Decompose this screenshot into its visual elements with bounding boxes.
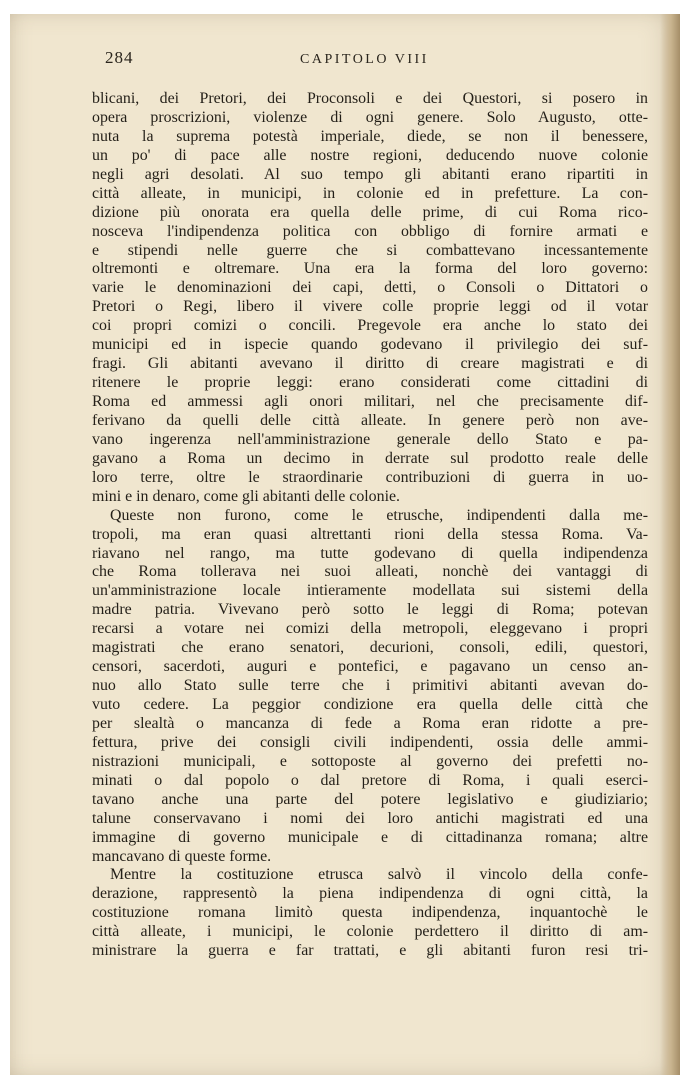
text-line: un'amministrazione locale intieramente modellata sui sistemi della <box>92 582 648 600</box>
text-line: Roma ed ammessi agli onori militari, nel che precisamente dif- <box>92 393 648 410</box>
text-line: varie le denominazioni dei capi, detti, o Consoli o Dittatori o <box>92 279 648 297</box>
text-line: che Roma tollerava nei suoi alleati, nonchè dei vantaggi di <box>92 563 648 581</box>
text-line: e stipendi nelle guerre che si combattevano incessantemente <box>92 241 648 259</box>
book-page <box>10 14 680 1075</box>
text-line: talune conservavano i nomi dei loro antichi magistrati ed una <box>92 809 648 827</box>
text-line: ministrare la guerra e far trattati, e gli abitanti furon resi tri- <box>92 942 648 960</box>
text-line: ferivano da quelli delle città alleate. In genere però non ave- <box>92 411 648 429</box>
text-line: derazione, rappresentò la piena indipendenza di ogni città, la <box>92 885 648 903</box>
text-line: nuo allo Stato sulle terre che i primitivi abitanti avevan do- <box>92 677 648 695</box>
text-line: municipi ed in ispecie quando godevano il privilegio dei suf- <box>92 336 648 354</box>
text-line: immagine di governo municipale e di cittadinanza romana; altre <box>92 828 648 846</box>
text-line: gavano a Roma un decimo in derrate sul prodotto reale delle <box>92 449 648 467</box>
text-line: tavano anche una parte del potere legislativo e giudiziario; <box>92 790 648 808</box>
text-line: blicani, dei Pretori, dei Proconsoli e dei Questori, si posero in <box>92 90 648 107</box>
text-line: tropoli, ma eran quasi altrettanti rioni della stessa Roma. Va- <box>92 525 648 543</box>
text-line: oltremonti e oltremare. Una era la forma del loro governo: <box>92 260 648 278</box>
running-head: CAPITOLO VIII <box>300 52 429 67</box>
text-line: per slealtà o mancanza di fede a Roma eran ridotte a pre- <box>92 714 648 732</box>
text-line: Mentre la costituzione etrusca salvò il vincolo della confe- <box>110 866 648 884</box>
text-line: minati o dal popolo o dal pretore di Roma, i quali eserci- <box>92 771 648 789</box>
text-line: città alleate, i municipi, le colonie perdettero il diritto di am- <box>92 923 648 941</box>
body-text <box>92 90 648 961</box>
page-spine-shadow <box>660 14 680 1075</box>
text-line: nistrazioni municipali, e sottoposte al governo dei prefetti no- <box>92 752 648 770</box>
text-line: vano ingerenza nell'amministrazione generale dello Stato e pa- <box>92 430 648 448</box>
text-line: ritenere le proprie leggi: erano considerati come cittadini di <box>92 374 648 392</box>
page-header <box>105 46 645 76</box>
text-line: coi propri comizi o concili. Pregevole era anche lo stato dei <box>92 317 648 335</box>
text-line: fragi. Gli abitanti avevano il diritto di creare magistrati e di <box>92 355 648 373</box>
text-line: riavano nel rango, ma tutte godevano di quella indipendenza <box>92 544 648 562</box>
text-line: città alleate, in municipi, in colonie ed in prefetture. La con- <box>92 184 648 202</box>
text-line: magistrati che erano senatori, decurioni, consoli, edili, questori, <box>92 639 648 657</box>
text-line: fettura, prive dei consigli civili indipendenti, ossia delle ammi- <box>92 733 648 751</box>
page-number: 284 <box>105 48 134 67</box>
text-line: nosceva l'indipendenza politica con obbligo di fornire armati e <box>92 222 648 240</box>
text-line: opera proscrizioni, violenze di ogni genere. Solo Augusto, otte- <box>92 108 648 126</box>
text-line: mini e in denaro, come gli abitanti delle colonie. <box>92 487 401 505</box>
text-line: dizione più onorata era quella delle prime, di cui Roma rico- <box>92 203 648 221</box>
text-line: mancavano di queste forme. <box>92 847 272 865</box>
text-line: loro terre, oltre le straordinarie contribuzioni di guerra in uo- <box>92 468 648 486</box>
text-line: Queste non furono, come le etrusche, indipendenti dalla me- <box>110 506 648 524</box>
text-line: recarsi a votare nei comizi della metropoli, eleggevano i propri <box>92 620 648 638</box>
text-line: nuta la suprema potestà imperiale, diede, se non il benessere, <box>92 127 648 145</box>
text-line: Pretori o Regi, libero il vivere colle proprie leggi od il votar <box>92 298 648 316</box>
text-line: madre patria. Vivevano però sotto le leggi di Roma; potevan <box>92 601 648 619</box>
text-line: negli agri desolati. Al suo tempo gli abitanti erano ripartiti in <box>92 165 648 183</box>
text-line: un po' di pace alle nostre regioni, deducendo nuove colonie <box>92 146 648 164</box>
text-line: censori, sacerdoti, auguri e pontefici, e pagavano un censo an- <box>92 658 648 676</box>
text-line: vuto cedere. La peggior condizione era quella delle città che <box>92 696 648 713</box>
text-line: costituzione romana limitò questa indipendenza, inquantochè le <box>92 904 648 922</box>
